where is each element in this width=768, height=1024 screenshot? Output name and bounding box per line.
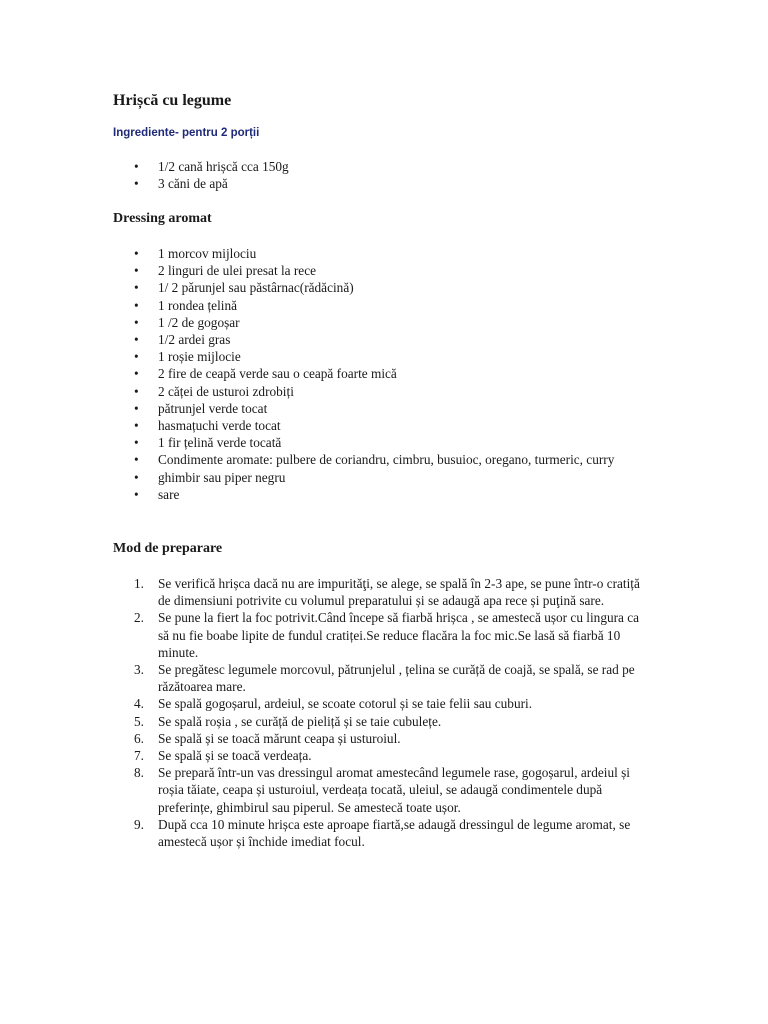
step-text: Se verifică hrișca dacă nu are impurităţi, se alege, se spală în 2-3 ape, se pune într-o cratiță de dimensiuni potrivite cu volumul preparatului și se adaugă apa rece și puţină sare. xyxy=(158,576,640,609)
bullet-icon: • xyxy=(134,280,139,296)
dressing-item-text: 1 fir țelină verde tocată xyxy=(158,435,282,451)
bullet-icon: • xyxy=(134,176,139,192)
step-number: 3. xyxy=(134,662,144,678)
dressing-item-text: hasmațuchi verde tocat xyxy=(158,418,281,434)
bullet-icon: • xyxy=(134,332,139,348)
method-step xyxy=(113,609,653,661)
page-title: Hrișcă cu legume xyxy=(113,92,232,109)
dressing-item-text: ghimbir sau piper negru xyxy=(158,469,286,485)
bullet-icon: • xyxy=(134,263,139,279)
step-number: 2. xyxy=(134,610,144,626)
step-text: Se pune la fiert la foc potrivit.Când începe să fiarbă hrișca , se amestecă ușor cu lingura ca să nu fie boabe lipite de fundul cratiței.Se reduce flacăra la foc mic.Se lasă să fiarbă 10 minute. xyxy=(158,610,640,660)
dressing-item-text: 1/2 ardei gras xyxy=(158,332,231,348)
bullet-icon: • xyxy=(134,435,139,451)
dressing-list xyxy=(113,245,653,503)
bullet-icon: • xyxy=(134,452,139,468)
method-step xyxy=(113,713,653,730)
ingredients-heading: Ingrediente- pentru 2 porții xyxy=(113,127,260,139)
dressing-item xyxy=(113,279,653,296)
step-number: 4. xyxy=(134,696,144,712)
dressing-item-text: Condimente aromate: pulbere de coriandru, cimbru, busuioc, oregano, turmeric, curry xyxy=(158,452,615,468)
method-step xyxy=(113,730,653,747)
step-text: După cca 10 minute hrișca este aproape fiartă,se adaugă dressingul de legume aromat, se amestecă ușor și închide imediat focul. xyxy=(158,816,631,850)
dressing-item xyxy=(113,245,653,262)
step-text: Se spală gogoșarul, ardeiul, se scoate cotorul și se taie felii sau cuburi. xyxy=(158,696,533,712)
bullet-icon: • xyxy=(134,297,139,313)
method-steps-list xyxy=(113,575,653,850)
dressing-item-text: 1 /2 de gogoșar xyxy=(158,314,240,330)
dressing-item xyxy=(113,400,653,417)
dressing-item-text: 1 morcov mijlociu xyxy=(158,246,257,261)
step-number: 6. xyxy=(134,730,144,746)
bullet-icon: • xyxy=(134,418,139,434)
dressing-item xyxy=(113,314,653,331)
step-number: 7. xyxy=(134,748,144,764)
step-text: Se spală și se toacă verdeața. xyxy=(158,748,312,764)
step-text: Se spală și se toacă mărunt ceapa și usturoiul. xyxy=(158,730,401,746)
ingredient-item-text: 1/2 cană hrișcă cca 150g xyxy=(158,159,289,174)
bullet-icon: • xyxy=(134,469,139,485)
dressing-item xyxy=(113,383,653,400)
dressing-item-text: 1/ 2 pǎrunjel sau păstârnac(rădăcină) xyxy=(158,280,354,296)
dressing-heading: Dressing aromat xyxy=(113,211,212,226)
dressing-item-text: pătrunjel verde tocat xyxy=(158,400,268,416)
dressing-item xyxy=(113,451,653,468)
bullet-icon: • xyxy=(134,246,139,261)
method-step xyxy=(113,816,653,850)
bullet-icon: • xyxy=(134,349,139,365)
dressing-item xyxy=(113,365,653,382)
bullet-icon: • xyxy=(134,314,139,330)
dressing-item xyxy=(113,262,653,279)
step-number: 8. xyxy=(134,765,144,781)
step-number: 1. xyxy=(134,576,144,591)
bullet-icon: • xyxy=(134,486,139,502)
method-step xyxy=(113,661,653,695)
dressing-item-text: 2 fire de ceapă verde sau o ceapă foarte mică xyxy=(158,366,397,382)
step-number: 5. xyxy=(134,713,144,729)
ingredient-item xyxy=(113,175,653,192)
dressing-item xyxy=(113,331,653,348)
dressing-item xyxy=(113,486,653,503)
dressing-item xyxy=(113,297,653,314)
step-number: 9. xyxy=(134,816,144,832)
method-step xyxy=(113,747,653,764)
bullet-icon: • xyxy=(134,400,139,416)
method-step xyxy=(113,695,653,712)
dressing-item xyxy=(113,348,653,365)
dressing-item-text: 2 linguri de ulei presat la rece xyxy=(158,263,317,279)
method-step xyxy=(113,575,653,609)
ingredient-item-text: 3 căni de apă xyxy=(158,176,228,192)
method-step xyxy=(113,764,653,816)
step-text: Se pregătesc legumele morcovul, pătrunjelul , țelina se curăță de coajă, se spală, se rad pe răzătoarea mare. xyxy=(158,662,635,695)
step-text: Se prepară într-un vas dressingul aromat amestecând legumele rase, gogoșarul, ardeiul și roșia tăiate, ceapa și usturoiul, verdeața tocată, uleiul, se adaugă condimentele după preferințe, ghimbirul sau piperul. Se amestecă toate ușor. xyxy=(158,765,630,815)
dressing-item xyxy=(113,469,653,486)
dressing-item-text: 2 căței de usturoi zdrobiți xyxy=(158,383,294,399)
bullet-icon: • xyxy=(134,383,139,399)
step-text: Se spală roșia , se curăță de pieliță și se taie cubulețe. xyxy=(158,713,442,729)
dressing-item-text: sare xyxy=(158,486,180,502)
ingredients-list xyxy=(113,158,653,192)
bullet-icon: • xyxy=(134,366,139,382)
dressing-item-text: 1 roșie mijlocie xyxy=(158,349,241,365)
dressing-item-text: 1 rondea țelină xyxy=(158,297,238,313)
bullet-icon: • xyxy=(134,159,139,174)
ingredient-item xyxy=(113,158,653,175)
dressing-item xyxy=(113,434,653,451)
method-heading: Mod de preparare xyxy=(113,541,223,556)
dressing-item xyxy=(113,417,653,434)
